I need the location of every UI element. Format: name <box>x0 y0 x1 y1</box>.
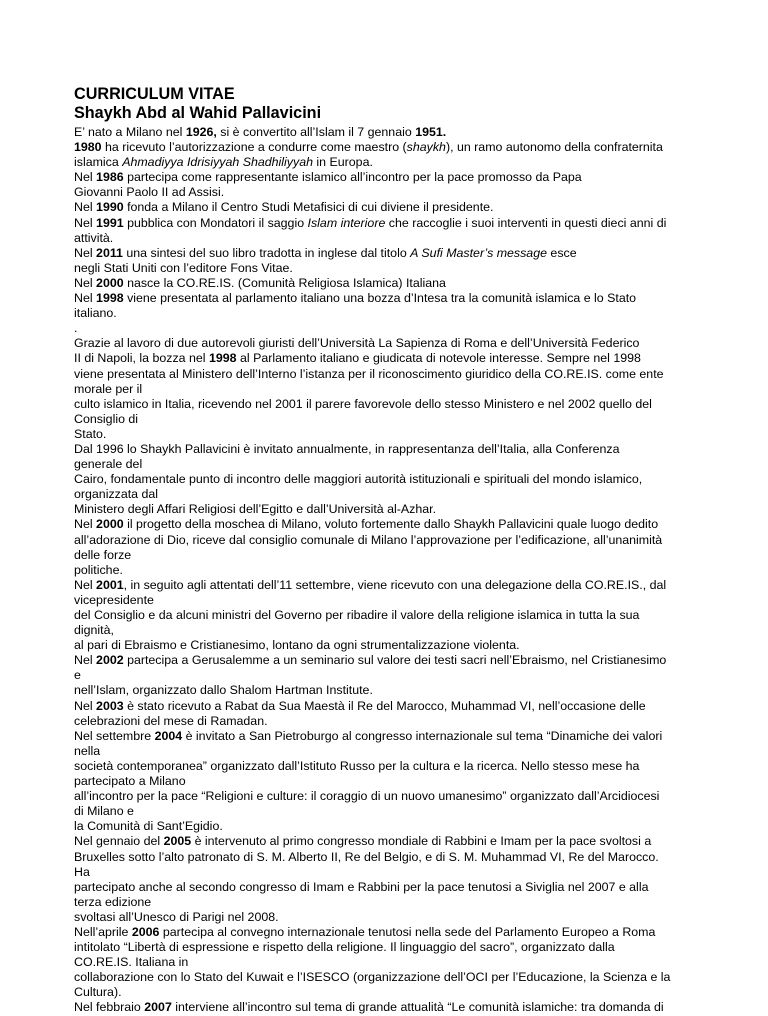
text-run: Nel <box>74 170 97 185</box>
text-line <box>74 472 708 487</box>
document-body <box>74 125 708 1016</box>
text-line <box>74 412 708 427</box>
text-run: fonda a Milano il Centro Studi Metafisici di cui diviene il presidente. <box>123 200 494 215</box>
text-run: la Comunità di Sant’Egidio. <box>74 819 223 834</box>
text-run: pubblica con Mondatori il saggio <box>123 215 308 230</box>
text-run: negli Stati Uniti con l’editore Fons Vitae. <box>74 260 293 275</box>
bold-text: 2003 <box>96 698 124 713</box>
text-run: Nel gennaio del <box>74 834 164 849</box>
text-run: partecipato a Milano <box>74 774 186 789</box>
text-line <box>74 985 708 1000</box>
text-run: all’incontro per la pace “Religioni e culture: il coraggio di un nuovo umanesimo” organizzato dall’Arcidiocesi <box>74 789 660 804</box>
text-run: interviene all’incontro sul tema di grande attualità “Le comunità islamiche: tra domanda di <box>171 1000 664 1015</box>
text-run: partecipato anche al secondo congresso di Imam e Rabbini per la pace tenutosi a Siviglia nel 2007 e alla <box>74 879 649 894</box>
text-line <box>74 155 708 170</box>
text-line <box>74 442 708 457</box>
text-line <box>74 427 708 442</box>
text-run: al pari di Ebraismo e Cristianesimo, lontano da ogni strumentalizzazione violenta. <box>74 638 520 653</box>
bold-text: 1986 <box>96 170 124 185</box>
text-line <box>74 487 708 502</box>
text-line <box>74 517 708 532</box>
text-run: Nel <box>74 517 97 532</box>
text-line <box>74 880 708 895</box>
text-line <box>74 759 708 774</box>
text-line <box>74 170 708 185</box>
text-line <box>74 865 708 880</box>
text-line <box>74 533 708 548</box>
text-run: in Europa. <box>312 155 373 170</box>
text-line <box>74 623 708 638</box>
text-run: organizzata dal <box>74 487 159 502</box>
text-line <box>74 382 708 397</box>
text-run: Nell’aprile <box>74 924 132 939</box>
text-run: culto islamico in Italia, ricevendo nel 2001 il parere favorevole dello stesso Ministero e nel 2002 quello del <box>74 396 652 411</box>
text-run: dignità, <box>74 623 114 638</box>
text-line <box>74 638 708 653</box>
text-run: generale del <box>74 457 143 472</box>
text-run: viene presentata al parlamento italiano una bozza d’Intesa tra la comunità islamica e lo Stato <box>123 291 637 306</box>
italic-text: shaykh <box>406 140 446 155</box>
text-run: del Consiglio e da alcuni ministri del Governo per ribadire il valore della religione islamica in tutta la sua <box>74 608 640 622</box>
text-line <box>74 925 708 940</box>
text-run: Nel <box>74 577 97 592</box>
text-run: vicepresidente <box>74 592 154 607</box>
bold-text: 1980 <box>74 140 102 155</box>
text-run: . <box>74 321 78 336</box>
italic-text: A Sufi Master’s message <box>410 245 547 260</box>
text-line <box>74 397 708 412</box>
document-page <box>74 85 708 1016</box>
text-run: è stato ricevuto a Rabat da Sua Maestà il Re del Marocco, Muhammad VI, nell’occasione delle <box>123 698 646 713</box>
text-line <box>74 216 708 231</box>
text-run: delle forze <box>74 547 132 562</box>
bold-text: 2007 <box>144 1000 172 1015</box>
bold-text: 2002 <box>96 653 124 668</box>
text-line <box>74 246 708 261</box>
bold-text: 2000 <box>96 517 124 532</box>
text-line <box>74 955 708 970</box>
text-line <box>74 970 708 985</box>
text-run: al Parlamento italiano e giudicata di notevole interesse. Sempre nel 1998 <box>236 351 641 366</box>
text-run: Nel <box>74 245 97 260</box>
text-line <box>74 578 708 593</box>
text-line <box>74 729 708 744</box>
text-line <box>74 231 708 246</box>
bold-text: 1998 <box>209 351 237 366</box>
text-run: Ha <box>74 864 90 879</box>
bold-text: 1991 <box>96 215 124 230</box>
text-run: è invitato a San Pietroburgo al congresso internazionale sul tema “Dinamiche dei valori <box>182 728 663 743</box>
text-run: terza edizione <box>74 894 152 909</box>
text-run: il progetto della moschea di Milano, voluto fortemente dallo Shaykh Pallavicini quale luogo dedito <box>123 517 659 532</box>
text-run: Nel <box>74 215 97 230</box>
text-line <box>74 668 708 683</box>
text-line <box>74 744 708 759</box>
bold-text: 1998 <box>96 291 124 306</box>
text-run: celebrazioni del mese di Ramadan. <box>74 713 268 728</box>
document-subtitle: Shaykh Abd al Wahid Pallavicini <box>74 104 322 122</box>
text-run: esce <box>546 245 577 260</box>
text-line <box>74 819 708 834</box>
text-line <box>74 834 708 849</box>
text-line <box>74 261 708 276</box>
text-line <box>74 125 708 140</box>
bold-text: 2004 <box>154 728 183 743</box>
text-run: Nel febbraio <box>74 1000 145 1015</box>
text-run: Nel <box>74 291 97 306</box>
text-run: islamica <box>74 155 123 170</box>
text-run: viene presentata al Ministero dell’Interno l’istanza per il riconoscimento giuridico della CO.RE.IS. come ente <box>74 366 664 381</box>
text-line <box>74 593 708 608</box>
text-run: Bruxelles sotto l’alto patronato di S. M. Alberto II, Re del Belgio, e di S. M. Muhammad VI, Re del Marocco. <box>74 849 659 864</box>
text-line <box>74 291 708 306</box>
text-run: ha ricevuto l’autorizzazione a condurre come maestro ( <box>101 140 407 155</box>
text-line <box>74 789 708 804</box>
text-line <box>74 502 708 517</box>
text-run: Nel <box>74 275 97 290</box>
text-line <box>74 306 708 321</box>
text-line <box>74 563 708 578</box>
text-line <box>74 276 708 291</box>
text-run: morale per il <box>74 381 143 396</box>
text-run: società contemporanea” organizzato dall’Istituto Russo per la cultura e la ricerca. Nello stesso mese ha <box>74 758 640 773</box>
text-run: collaborazione con lo Stato del Kuwait e l’ISESCO (organizzazione dell’OCI per l’Educazione, la Scienza e la <box>74 970 671 985</box>
text-run: Nel settembre <box>74 728 155 743</box>
bold-text: 2011 <box>96 245 123 260</box>
text-run: Nel <box>74 200 97 215</box>
text-run: Giovanni Paolo II ad Assisi. <box>74 185 225 200</box>
text-line <box>74 140 708 155</box>
text-line <box>74 351 708 366</box>
bold-text: 2000 <box>96 275 124 290</box>
text-run: all’adorazione di Dio, riceve dal consiglio comunale di Milano l’approvazione per l’edificazione, all’unanimità <box>74 532 663 547</box>
text-run: partecipa come rappresentante islamico all’incontro per la pace promosso da Papa <box>123 170 582 185</box>
text-run: attività. <box>74 230 114 245</box>
text-line <box>74 321 708 336</box>
text-run: e <box>74 668 81 683</box>
document-title: CURRICULUM VITAE <box>74 85 235 103</box>
bold-text: 1926, <box>185 125 217 139</box>
text-run: Nel <box>74 653 97 668</box>
text-line <box>74 608 708 623</box>
text-line <box>74 185 708 200</box>
text-run: II di Napoli, la bozza nel <box>74 351 209 366</box>
text-run: Dal 1996 lo Shaykh Pallavicini è invitato annualmente, in rappresentanza dell’Italia, alla Conferenza <box>74 441 620 456</box>
text-run: nell’Islam, organizzato dallo Shalom Hartman Institute. <box>74 683 373 698</box>
text-run: ), un ramo autonomo della confraternita <box>445 140 663 155</box>
text-run: partecipa al convegno internazionale tenutosi nella sede del Parlamento Europeo a Roma <box>159 924 656 939</box>
text-line <box>74 774 708 789</box>
text-line <box>74 457 708 472</box>
text-run: Stato. <box>74 426 107 441</box>
bold-text: 2005 <box>163 834 192 849</box>
italic-text: Islam interiore <box>307 215 386 230</box>
text-run: nella <box>74 743 101 758</box>
text-line <box>74 336 708 351</box>
text-line <box>74 653 708 668</box>
text-run: Nel <box>74 698 97 713</box>
text-run: italiano. <box>74 306 117 321</box>
text-line <box>74 200 708 215</box>
text-line <box>74 895 708 910</box>
text-line <box>74 940 708 955</box>
text-line <box>74 699 708 714</box>
text-run: è intervenuto al primo congresso mondiale di Rabbini e Imam per la pace svoltosi a <box>191 834 652 849</box>
bold-text: 2001 <box>96 577 124 592</box>
text-run: E’ nato a Milano nel <box>74 125 186 139</box>
text-run: che raccoglie i suoi interventi in questi dieci anni di <box>385 215 667 230</box>
text-run: nasce la CO.RE.IS. (Comunità Religiosa Islamica) Italiana <box>123 275 446 290</box>
bold-text: 2006 <box>131 924 160 939</box>
text-run: Grazie al lavoro di due autorevoli giuristi dell’Università La Sapienza di Roma e dell’Università Federico <box>74 336 640 351</box>
text-run: Ministero degli Affari Religiosi dell’Egitto e dall’Università al-Azhar. <box>74 502 437 517</box>
text-run: di Milano e <box>74 804 134 819</box>
text-line <box>74 367 708 382</box>
text-line <box>74 683 708 698</box>
text-run: , in seguito agli attentati dell’11 settembre, viene ricevuto con una delegazione della CO.RE.IS., dal <box>123 577 667 592</box>
text-run: partecipa a Gerusalemme a un seminario sul valore dei testi sacri nell’Ebraismo, nel Cristianesimo <box>123 653 667 668</box>
bold-text: 1990 <box>96 200 124 215</box>
bold-text: 1951. <box>415 125 447 139</box>
text-line <box>74 850 708 865</box>
text-line <box>74 1000 708 1015</box>
italic-text: Ahmadiyya Idrisiyyah Shadhiliyyah <box>122 155 313 170</box>
text-run: si è convertito all’Islam il 7 gennaio <box>216 125 416 139</box>
text-run: svoltasi all’Unesco di Parigi nel 2008. <box>74 909 279 924</box>
text-line <box>74 804 708 819</box>
text-line <box>74 548 708 563</box>
text-run: Cultura). <box>74 985 122 1000</box>
text-run: politiche. <box>74 562 123 577</box>
text-line <box>74 714 708 729</box>
text-run: intitolato “Libertà di espressione e rispetto della religione. Il linguaggio del sacro”, organizzato dalla <box>74 940 615 955</box>
text-run: una sintesi del suo libro tradotta in inglese dal titolo <box>122 245 411 260</box>
text-line <box>74 910 708 925</box>
text-run: CO.RE.IS. Italiana in <box>74 955 189 970</box>
text-run: Cairo, fondamentale punto di incontro delle maggiori autorità istituzionali e spirituali del mondo islamico, <box>74 472 643 487</box>
text-run: Consiglio di <box>74 411 139 426</box>
